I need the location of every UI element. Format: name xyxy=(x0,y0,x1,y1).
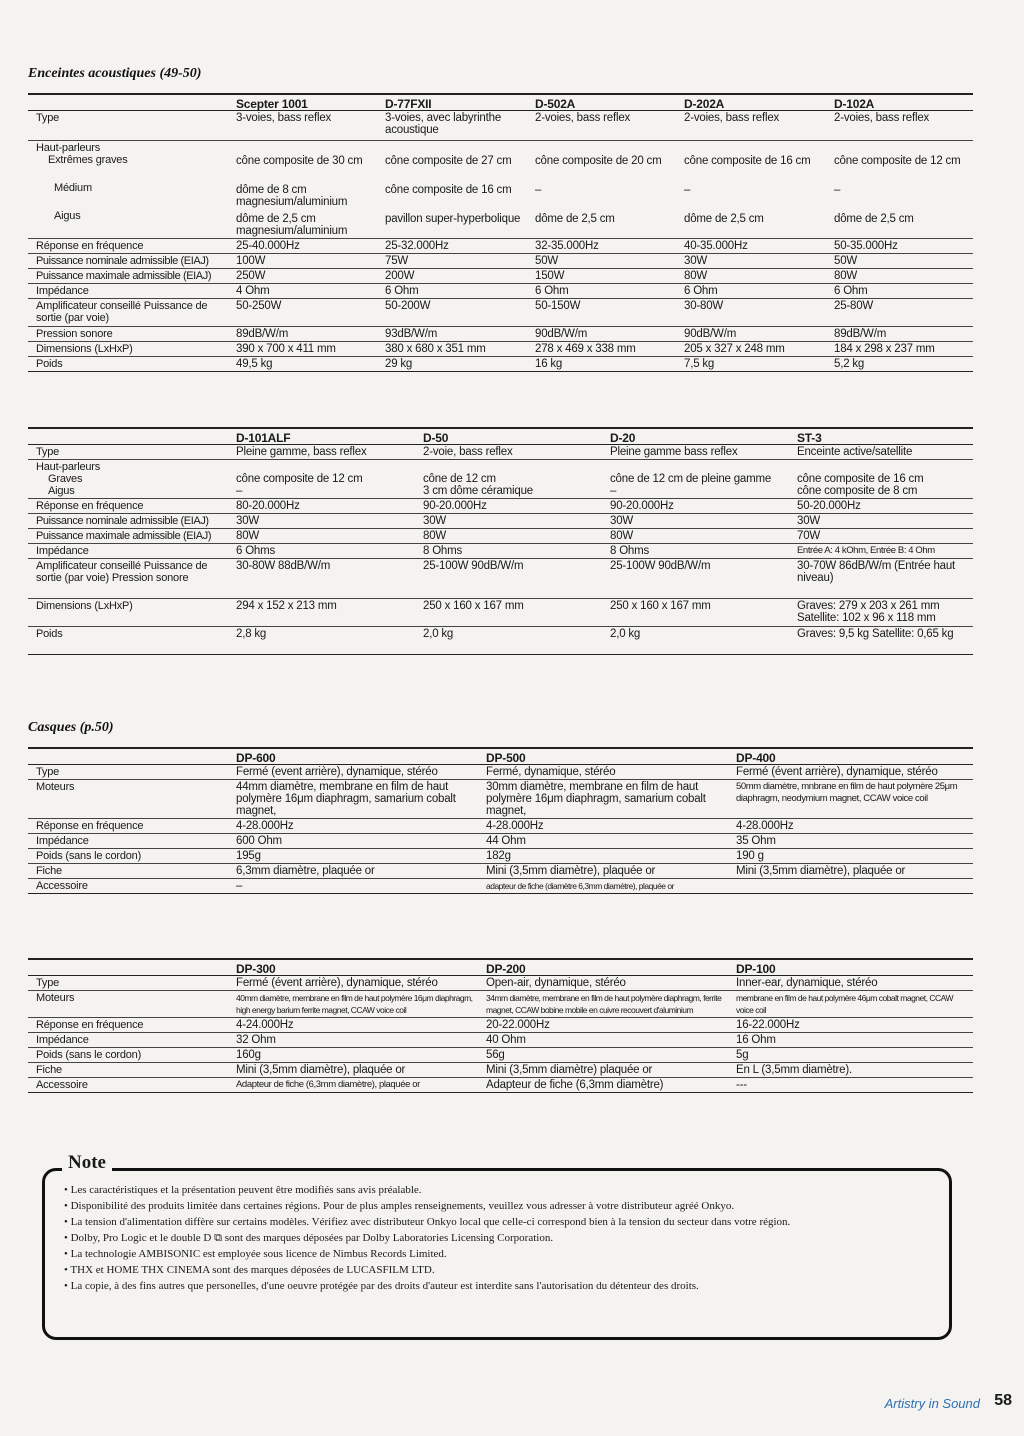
table-cell: adapteur de fiche (diamètre 6,3mm diamètre), plaquée or xyxy=(486,879,736,894)
row-label: Impédance xyxy=(28,834,236,849)
note-item: • Les caractéristiques et la présentation peuvent être modifiés sans avis préalable. xyxy=(64,1182,944,1198)
table-cell xyxy=(610,460,797,499)
table-row xyxy=(28,780,973,819)
table-cell: 90-20.000Hz xyxy=(423,499,610,514)
table-row xyxy=(28,627,973,655)
table-cell: 8 Ohms xyxy=(423,544,610,559)
table-cell: 49,5 kg xyxy=(236,357,385,372)
table-row xyxy=(28,1033,973,1048)
cell-text: cône de 12 cm de pleine gamme xyxy=(610,473,772,485)
table-cell: 40 Ohm xyxy=(486,1033,736,1048)
table-cell: 30W xyxy=(610,514,797,529)
row-label: Accessoire xyxy=(28,879,236,894)
table-cell: 4-28.000Hz xyxy=(486,819,736,834)
table-cell: 2-voie, bass reflex xyxy=(423,445,610,460)
table-row xyxy=(28,499,973,514)
table-cell: Enceinte active/satellite xyxy=(797,445,973,460)
cell-text: cône composite de 20 cm xyxy=(535,155,662,167)
table-row xyxy=(28,599,973,627)
model-header: D-202A xyxy=(684,94,834,111)
table-cell: 100W xyxy=(236,254,385,269)
table-cell: Fermé (évent arrière), dynamique, stéréo xyxy=(736,765,973,780)
table-cell: 4-28.000Hz xyxy=(736,819,973,834)
table-cell xyxy=(236,460,423,499)
table-row xyxy=(28,239,973,254)
table-cell: Mini (3,5mm diamètre), plaquée or xyxy=(736,864,973,879)
note-item: • La technologie AMBISONIC est employée sous licence de Nimbus Records Limited. xyxy=(64,1246,944,1262)
table-cell: 50W xyxy=(834,254,973,269)
table-row xyxy=(28,284,973,299)
table-cell: 90dB/W/m xyxy=(535,327,684,342)
row-label xyxy=(28,141,236,239)
table-cell: 8 Ohms xyxy=(610,544,797,559)
row-label: Type xyxy=(28,445,236,460)
table-cell: Mini (3,5mm diamètre) plaquée or xyxy=(486,1063,736,1078)
table-cell: 2,8 kg xyxy=(236,627,423,655)
table-cell: Graves: 9,5 kg Satellite: 0,65 kg xyxy=(797,627,973,655)
speakers-table-1 xyxy=(28,93,973,372)
row-label: Puissance nominale admissible (EIAJ) xyxy=(28,514,236,529)
table-cell: 184 x 298 x 237 mm xyxy=(834,342,973,357)
table-cell: 200W xyxy=(385,269,535,284)
note-item: • THX et HOME THX CINEMA sont des marques déposées de LUCASFILM LTD. xyxy=(64,1262,944,1278)
table-cell: 6 Ohms xyxy=(236,544,423,559)
row-label: Fiche xyxy=(28,1063,236,1078)
table-row xyxy=(28,1048,973,1063)
table-row xyxy=(28,111,973,141)
table-cell: 80-20.000Hz xyxy=(236,499,423,514)
section-title-headphones: Casques (p.50) xyxy=(28,720,114,735)
table-cell: 50-150W xyxy=(535,299,684,327)
cell-text: pavillon super-hyperbolique xyxy=(385,213,521,225)
table-cell: 2,0 kg xyxy=(610,627,797,655)
row-label: Poids xyxy=(28,357,236,372)
model-header: D-50 xyxy=(423,428,610,445)
table-row xyxy=(28,559,973,599)
label-medium: Médium xyxy=(54,182,92,194)
table-cell: Mini (3,5mm diamètre), plaquée or xyxy=(236,1063,486,1078)
table-cell: 3-voies, avec labyrinthe acoustique xyxy=(385,111,535,141)
model-header: DP-500 xyxy=(486,748,736,765)
cell-text: cône composite de 12 cm xyxy=(236,473,363,485)
table-cell: 380 x 680 x 351 mm xyxy=(385,342,535,357)
table-cell: 70W xyxy=(797,529,973,544)
table-cell: 90dB/W/m xyxy=(684,327,834,342)
row-label: Réponse en fréquence xyxy=(28,239,236,254)
table-row xyxy=(28,342,973,357)
table-cell: 50mm diamètre, mnbrane en film de haut polymère 25μm diaphragm, neodymium magnet, CCAW voice coil xyxy=(736,780,973,819)
table-cell: 250 x 160 x 167 mm xyxy=(423,599,610,627)
row-label: Réponse en fréquence xyxy=(28,1018,236,1033)
table-cell: – xyxy=(236,879,486,894)
table-row-speakers xyxy=(28,141,973,239)
table-cell: Mini (3,5mm diamètre), plaquée or xyxy=(486,864,736,879)
table-cell: 40mm diamètre, membrane en film de haut polymère 16μm diaphragm, high energy barium ferrite magnet, CCAW voice coil xyxy=(236,991,486,1018)
note-title: Note xyxy=(62,1152,112,1174)
note-item: • La tension d'alimentation diffère sur certains modèles. Vérifiez avec distributeur Onkyo local que celle-ci correspond bien à la tension du secteur dans votre région. xyxy=(64,1214,944,1230)
table-cell: 150W xyxy=(535,269,684,284)
table-cell: Pleine gamme bass reflex xyxy=(610,445,797,460)
table-cell: 3-voies, bass reflex xyxy=(236,111,385,141)
table-cell: 16 Ohm xyxy=(736,1033,973,1048)
table-row xyxy=(28,976,973,991)
table-cell: 390 x 700 x 411 mm xyxy=(236,342,385,357)
model-header: D-20 xyxy=(610,428,797,445)
table-cell: Adapteur de fiche (6,3mm diamètre) xyxy=(486,1078,736,1093)
table-cell: 4-24.000Hz xyxy=(236,1018,486,1033)
table-cell xyxy=(684,141,834,239)
cell-text: dôme de 2,5 cm magnesium/aluminium xyxy=(236,213,348,237)
cell-text: dôme de 2,5 cm xyxy=(834,213,914,225)
cell-text: dôme de 8 cm magnesium/aluminium xyxy=(236,184,348,208)
table-cell: 4-28.000Hz xyxy=(236,819,486,834)
table-row xyxy=(28,1078,973,1093)
table-cell: 56g xyxy=(486,1048,736,1063)
cell-text: cône composite de 16 cm xyxy=(797,473,924,485)
model-header: D-502A xyxy=(535,94,684,111)
cell-text: dôme de 2,5 cm xyxy=(684,213,764,225)
table-row xyxy=(28,254,973,269)
table-cell xyxy=(535,141,684,239)
row-label xyxy=(28,460,236,499)
table-cell: 30-70W 86dB/W/m (Entrée haut niveau) xyxy=(797,559,973,599)
table-cell: 50-200W xyxy=(385,299,535,327)
table-row xyxy=(28,1063,973,1078)
speakers-table-2 xyxy=(28,427,973,655)
row-label: Poids xyxy=(28,627,236,655)
table-cell: 44mm diamètre, membrane en film de haut polymère 16μm diaphragm, samarium cobalt magnet, xyxy=(236,780,486,819)
cell-text: 3 cm dôme céramique xyxy=(423,485,533,497)
table-cell: 50W xyxy=(535,254,684,269)
row-label: Accessoire xyxy=(28,1078,236,1093)
table-cell: 75W xyxy=(385,254,535,269)
note-item: • Dolby, Pro Logic et le double D ⧉ sont des marques déposées par Dolby Laboratories Licensing Corporation. xyxy=(64,1230,944,1246)
table-cell: 25-100W 90dB/W/m xyxy=(610,559,797,599)
row-label: Poids (sans le cordon) xyxy=(28,1048,236,1063)
label-aigus: Aigus xyxy=(48,485,75,497)
table-cell: 25-100W 90dB/W/m xyxy=(423,559,610,599)
table-row xyxy=(28,819,973,834)
row-label: Moteurs xyxy=(28,991,236,1018)
table-cell: 34mm diamètre, membrane en film de haut polymère diaphragm, ferrite magnet, CCAW bobine mobile en cuivre recouvert d'aluminium xyxy=(486,991,736,1018)
model-header: DP-100 xyxy=(736,959,973,976)
table-cell: 25-80W xyxy=(834,299,973,327)
table-cell: 44 Ohm xyxy=(486,834,736,849)
table-cell: 2-voies, bass reflex xyxy=(684,111,834,141)
table-cell: 2-voies, bass reflex xyxy=(535,111,684,141)
table-cell: membrane en film de haut polymère 46μm cobalt magnet, CCAW voice coil xyxy=(736,991,973,1018)
cell-text: cône composite de 16 cm xyxy=(684,155,811,167)
headphones-table-2 xyxy=(28,958,973,1093)
table-cell: Fermé (évent arrière), dynamique, stéréo xyxy=(236,976,486,991)
page-number: 58 xyxy=(994,1392,1012,1409)
table-cell: 16 kg xyxy=(535,357,684,372)
table-cell: 600 Ohm xyxy=(236,834,486,849)
label-graves: Graves xyxy=(48,473,83,485)
row-label: Type xyxy=(28,111,236,141)
table-cell: --- xyxy=(736,1078,973,1093)
row-label: Pression sonore xyxy=(28,327,236,342)
note-item: • La copie, à des fins autres que personelles, d'une oeuvre protégée par des droits d'auteur est interdite sans l'autorisation du détenteur des droits. xyxy=(64,1278,944,1294)
table-cell: 250W xyxy=(236,269,385,284)
label-haut-parleurs: Haut-parleurs xyxy=(36,461,101,473)
table-cell: 6 Ohm xyxy=(535,284,684,299)
table-cell: 40-35.000Hz xyxy=(684,239,834,254)
table-cell: 6 Ohm xyxy=(385,284,535,299)
table-cell: 89dB/W/m xyxy=(236,327,385,342)
table-cell: 80W xyxy=(834,269,973,284)
table-cell: 30-80W xyxy=(684,299,834,327)
row-label: Impédance xyxy=(28,544,236,559)
table-row xyxy=(28,327,973,342)
table-cell xyxy=(423,460,610,499)
cell-text: – xyxy=(610,485,617,497)
table-cell: 4 Ohm xyxy=(236,284,385,299)
table-cell: 30W xyxy=(423,514,610,529)
table-row xyxy=(28,991,973,1018)
table-cell: 30W xyxy=(797,514,973,529)
table-cell: 7,5 kg xyxy=(684,357,834,372)
table-cell: 30W xyxy=(684,254,834,269)
table-cell xyxy=(236,141,385,239)
table-row xyxy=(28,879,973,894)
table-cell xyxy=(797,460,973,499)
table-cell: 30mm diamètre, membrane en film de haut polymère 16μm diaphragm, samarium cobalt magnet, xyxy=(486,780,736,819)
table-cell: 80W xyxy=(610,529,797,544)
model-header: D-102A xyxy=(834,94,973,111)
table-cell: 29 kg xyxy=(385,357,535,372)
row-label: Puissance maximale admissible (EIAJ) xyxy=(28,529,236,544)
table-row-speakers xyxy=(28,460,973,499)
table-cell: Entrée A: 4 kOhm, Entrée B: 4 Ohm xyxy=(797,544,973,559)
model-header: DP-300 xyxy=(236,959,486,976)
table-cell: 50-250W xyxy=(236,299,385,327)
row-label: Fiche xyxy=(28,864,236,879)
table-cell: 32-35.000Hz xyxy=(535,239,684,254)
table-cell: 89dB/W/m xyxy=(834,327,973,342)
model-header: D-77FXII xyxy=(385,94,535,111)
table-cell: Fermé, dynamique, stéréo xyxy=(486,765,736,780)
table-cell: 90-20.000Hz xyxy=(610,499,797,514)
table-cell: Fermé (event arrière), dynamique, stéréo xyxy=(236,765,486,780)
cell-text: – xyxy=(684,184,691,196)
table-row xyxy=(28,514,973,529)
table-cell: 30W xyxy=(236,514,423,529)
table-row xyxy=(28,269,973,284)
table-header-row xyxy=(28,959,973,976)
row-label: Réponse en fréquence xyxy=(28,819,236,834)
row-label: Type xyxy=(28,765,236,780)
section-title-speakers: Enceintes acoustiques (49-50) xyxy=(28,66,202,81)
table-cell: 6,3mm diamètre, plaquée or xyxy=(236,864,486,879)
table-cell: 190 g xyxy=(736,849,973,864)
footer-brand: Artistry in Sound xyxy=(884,1396,980,1411)
table-row xyxy=(28,299,973,327)
row-label: Type xyxy=(28,976,236,991)
cell-text: cône composite de 27 cm xyxy=(385,155,512,167)
table-cell: Pleine gamme, bass reflex xyxy=(236,445,423,460)
table-cell: 205 x 327 x 248 mm xyxy=(684,342,834,357)
model-header: DP-600 xyxy=(236,748,486,765)
cell-text: – xyxy=(535,184,542,196)
row-label: Puissance maximale admissible (EIAJ) xyxy=(28,269,236,284)
label-aigus: Aigus xyxy=(54,210,81,222)
table-cell: 195g xyxy=(236,849,486,864)
table-cell: 6 Ohm xyxy=(834,284,973,299)
note-list xyxy=(64,1182,944,1294)
table-cell: Graves: 279 x 203 x 261 mm Satellite: 102 x 96 x 118 mm xyxy=(797,599,973,627)
table-cell: Open-air, dynamique, stéréo xyxy=(486,976,736,991)
table-cell: 80W xyxy=(423,529,610,544)
table-header-row xyxy=(28,748,973,765)
table-row xyxy=(28,445,973,460)
row-label: Dimensions (LxHxP) xyxy=(28,342,236,357)
cell-text: – xyxy=(834,184,841,196)
row-label: Amplificateur conseillé Puissance de sortie (par voie) xyxy=(28,299,236,327)
row-label: Poids (sans le cordon) xyxy=(28,849,236,864)
cell-text: – xyxy=(236,485,243,497)
table-header-row xyxy=(28,428,973,445)
row-label: Moteurs xyxy=(28,780,236,819)
label-extremes-graves: Extrêmes graves xyxy=(48,154,128,166)
headphones-table-1 xyxy=(28,747,973,894)
table-cell: 32 Ohm xyxy=(236,1033,486,1048)
row-label: Réponse en fréquence xyxy=(28,499,236,514)
label-haut-parleurs: Haut-parleurs xyxy=(36,142,101,154)
table-cell: 182g xyxy=(486,849,736,864)
note-item: • Disponibilité des produits limitée dans certaines régions. Pour de plus amples renseignements, veuillez vous adresser à votre distributeur agréé Onkyo. xyxy=(64,1198,944,1214)
table-cell: 30-80W 88dB/W/m xyxy=(236,559,423,599)
cell-text: cône composite de 12 cm xyxy=(834,155,961,167)
table-cell: 20-22.000Hz xyxy=(486,1018,736,1033)
cell-text: cône composite de 8 cm xyxy=(797,485,918,497)
table-cell: 25-32.000Hz xyxy=(385,239,535,254)
table-cell: 278 x 469 x 338 mm xyxy=(535,342,684,357)
table-cell: En L (3,5mm diamètre). xyxy=(736,1063,973,1078)
table-cell xyxy=(834,141,973,239)
table-cell: 25-40.000Hz xyxy=(236,239,385,254)
table-cell: 50-35.000Hz xyxy=(834,239,973,254)
table-row xyxy=(28,864,973,879)
row-label: Dimensions (LxHxP) xyxy=(28,599,236,627)
model-header: Scepter 1001 xyxy=(236,94,385,111)
table-row xyxy=(28,1018,973,1033)
table-row xyxy=(28,529,973,544)
cell-text: cône composite de 16 cm xyxy=(385,184,512,196)
table-cell: 5g xyxy=(736,1048,973,1063)
cell-text: cône composite de 30 cm xyxy=(236,155,363,167)
table-cell xyxy=(385,141,535,239)
table-row xyxy=(28,849,973,864)
row-label: Puissance nominale admissible (EIAJ) xyxy=(28,254,236,269)
model-header: ST-3 xyxy=(797,428,973,445)
table-cell: Adapteur de fiche (6,3mm diamètre), plaquée or xyxy=(236,1078,486,1093)
table-cell xyxy=(736,879,973,894)
cell-text: dôme de 2,5 cm xyxy=(535,213,615,225)
table-cell: 6 Ohm xyxy=(684,284,834,299)
table-cell: 50-20.000Hz xyxy=(797,499,973,514)
row-label: Amplificateur conseillé Puissance de sortie (par voie) Pression sonore xyxy=(28,559,236,599)
table-cell: 5,2 kg xyxy=(834,357,973,372)
row-label: Impédance xyxy=(28,284,236,299)
table-row xyxy=(28,544,973,559)
table-cell: 93dB/W/m xyxy=(385,327,535,342)
cell-text: cône de 12 cm xyxy=(423,473,496,485)
table-row xyxy=(28,834,973,849)
table-header-row xyxy=(28,94,973,111)
table-cell: 294 x 152 x 213 mm xyxy=(236,599,423,627)
row-label: Impédance xyxy=(28,1033,236,1048)
table-row xyxy=(28,765,973,780)
table-cell: 250 x 160 x 167 mm xyxy=(610,599,797,627)
table-cell: 35 Ohm xyxy=(736,834,973,849)
table-row xyxy=(28,357,973,372)
table-cell: 80W xyxy=(684,269,834,284)
table-cell: 2,0 kg xyxy=(423,627,610,655)
model-header: DP-200 xyxy=(486,959,736,976)
model-header: DP-400 xyxy=(736,748,973,765)
table-cell: 80W xyxy=(236,529,423,544)
table-cell: 160g xyxy=(236,1048,486,1063)
table-cell: 16-22.000Hz xyxy=(736,1018,973,1033)
model-header: D-101ALF xyxy=(236,428,423,445)
table-cell: Inner-ear, dynamique, stéréo xyxy=(736,976,973,991)
table-cell: 2-voies, bass reflex xyxy=(834,111,973,141)
